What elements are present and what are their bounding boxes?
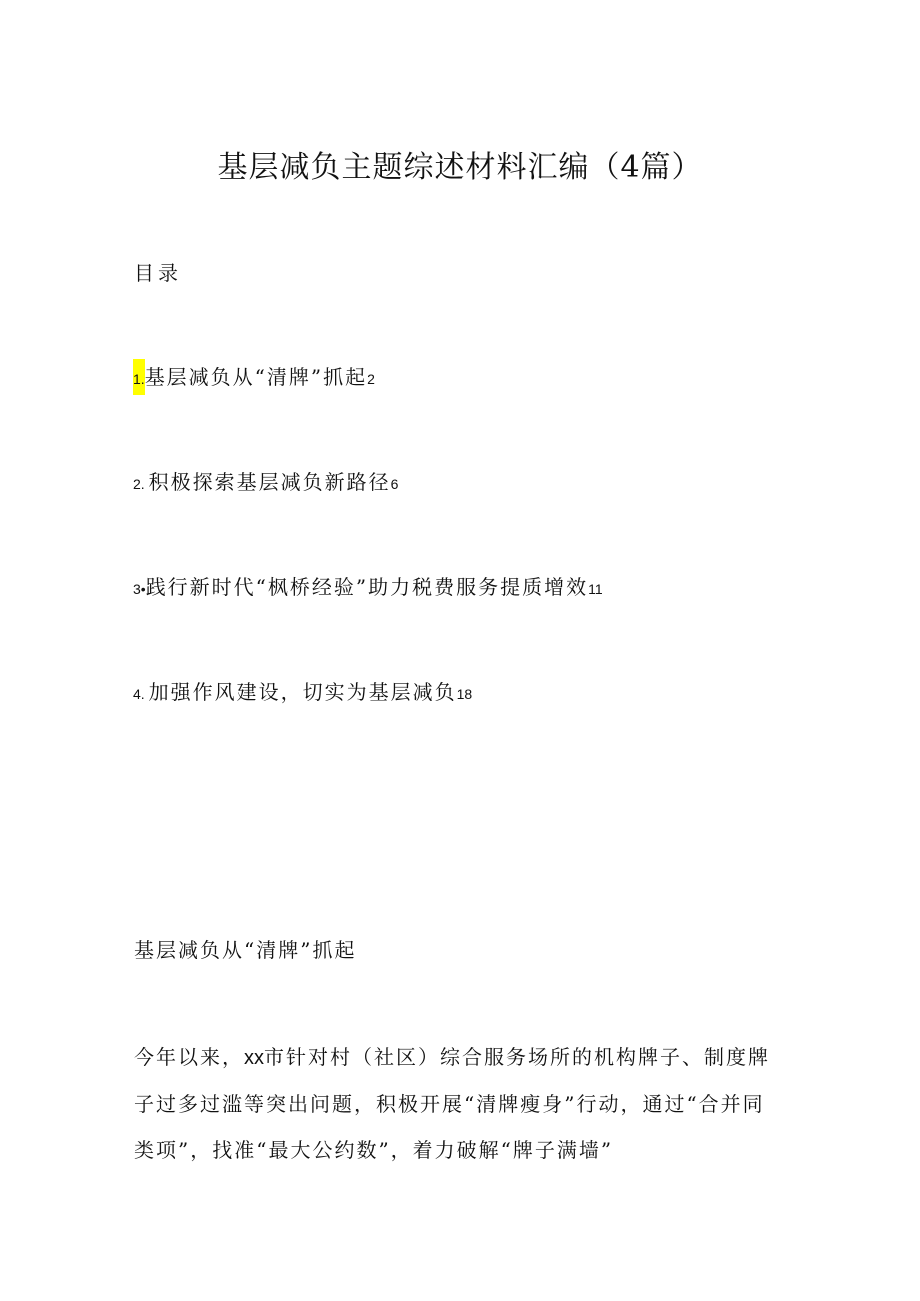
toc-item-3[interactable]: [133, 571, 603, 600]
toc-number: 2.: [133, 476, 149, 492]
document-title: 基层减负主题综述材料汇编（4篇）: [217, 150, 703, 185]
toc-item-1[interactable]: [133, 361, 375, 390]
toc-page-number: 2: [367, 371, 375, 387]
toc-item-4[interactable]: [133, 676, 472, 705]
toc-heading: 目录: [134, 261, 182, 285]
paragraph-lead: 今年以来，: [134, 1045, 244, 1069]
paragraph-placeholder-xx: xx: [244, 1047, 264, 1069]
toc-page-number: 18: [456, 686, 473, 702]
toc-page-number: 6: [390, 476, 399, 492]
toc-text: 基层减负从“清牌”抓起: [144, 365, 368, 389]
toc-text: 践行新时代“枫桥经验”助力税费服务提质增效: [145, 575, 589, 599]
paragraph-rest: 市针对村（社区）综合服务场所的机构牌子、制度牌子过多过滥等突出问题，积极开展“清牌瘦身”行动，通过“合并同类项”，找准“最大公约数”，着力破解“牌子满墙”: [134, 1045, 770, 1162]
body-paragraph: [134, 1034, 784, 1173]
toc-number-highlighted: 1.: [133, 359, 145, 395]
toc-number: 3•: [133, 581, 146, 597]
toc-text: 积极探索基层减负新路径: [148, 470, 391, 494]
toc-text: 加强作风建设，切实为基层减负: [148, 680, 457, 704]
toc-number: 4.: [133, 686, 149, 702]
toc-page-number: 11: [588, 581, 603, 597]
section-title: 基层减负从“清牌”抓起: [134, 938, 357, 962]
toc-item-2[interactable]: [133, 466, 398, 495]
